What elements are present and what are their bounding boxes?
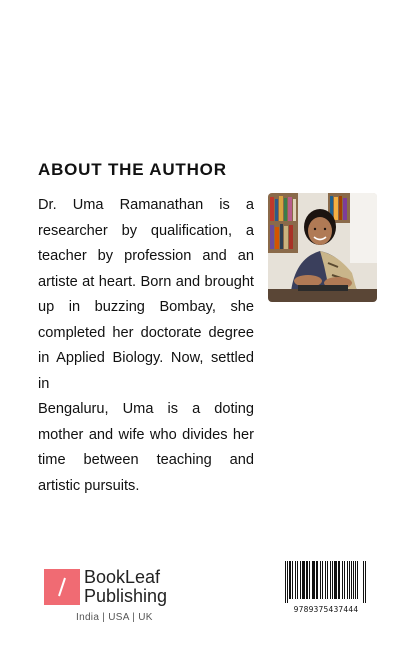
bio-line: Bengaluru, Uma is a doting: [38, 401, 254, 417]
barcode-bar: [316, 561, 318, 599]
bio-line: artistic pursuits.: [38, 477, 140, 494]
barcode-bar: [312, 561, 315, 599]
barcode-bar: [285, 561, 286, 603]
bio-line: time between teaching and: [38, 452, 254, 468]
barcode-bar: [320, 561, 321, 599]
bookleaf-logo-icon: [44, 569, 80, 605]
author-photo: [268, 193, 377, 302]
barcode-bar: [357, 561, 358, 599]
publisher-regions: India | USA | UK: [76, 612, 153, 623]
barcode-bar: [309, 561, 310, 599]
isbn-barcode: [284, 561, 368, 617]
barcode-bar: [351, 561, 352, 599]
barcode-bar: [302, 561, 305, 599]
barcode-bar: [322, 561, 323, 599]
bio-line: artiste at heart. Born and brought: [38, 273, 254, 290]
barcode-bar: [349, 561, 350, 599]
barcode-bars: [284, 561, 368, 603]
barcode-bar: [342, 561, 343, 599]
bio-line: completed her doctorate degree: [38, 324, 254, 341]
barcode-bar: [332, 561, 333, 599]
barcode-bar: [344, 561, 345, 599]
barcode-bar: [295, 561, 296, 599]
bio-line: teacher by profession and an: [38, 248, 254, 264]
barcode-bar: [355, 561, 356, 599]
barcode-bar: [306, 561, 308, 599]
barcode-bar: [365, 561, 366, 603]
publisher-logo: [44, 567, 194, 627]
barcode-bar: [289, 561, 291, 599]
barcode-bar: [363, 561, 364, 603]
barcode-bar: [292, 561, 293, 599]
publisher-name-line2: Publishing: [84, 586, 168, 606]
barcode-bar: [300, 561, 301, 599]
barcode-bar: [327, 561, 328, 599]
barcode-bar: [287, 561, 288, 603]
barcode-bar: [347, 561, 348, 599]
isbn-number: 9789375437444: [293, 605, 359, 614]
barcode-bar: [325, 561, 326, 599]
barcode-bar: [334, 561, 337, 599]
about-heading: ABOUT THE AUTHOR: [38, 160, 227, 179]
bio-line: Dr. Uma Ramanathan is a: [38, 197, 254, 213]
barcode-bar: [297, 561, 298, 599]
bio-line: mother and wife who divides her: [38, 426, 254, 443]
barcode-bar: [338, 561, 340, 599]
barcode-bar: [353, 561, 354, 599]
bio-line: researcher by qualification, a: [38, 222, 254, 239]
publisher-name-line1: BookLeaf: [84, 567, 161, 587]
barcode-bar: [330, 561, 331, 599]
bio-line: in Applied Biology. Now, settled in: [38, 350, 254, 392]
bio-line: up in buzzing Bombay, she: [38, 299, 254, 315]
author-bio: [38, 193, 254, 499]
